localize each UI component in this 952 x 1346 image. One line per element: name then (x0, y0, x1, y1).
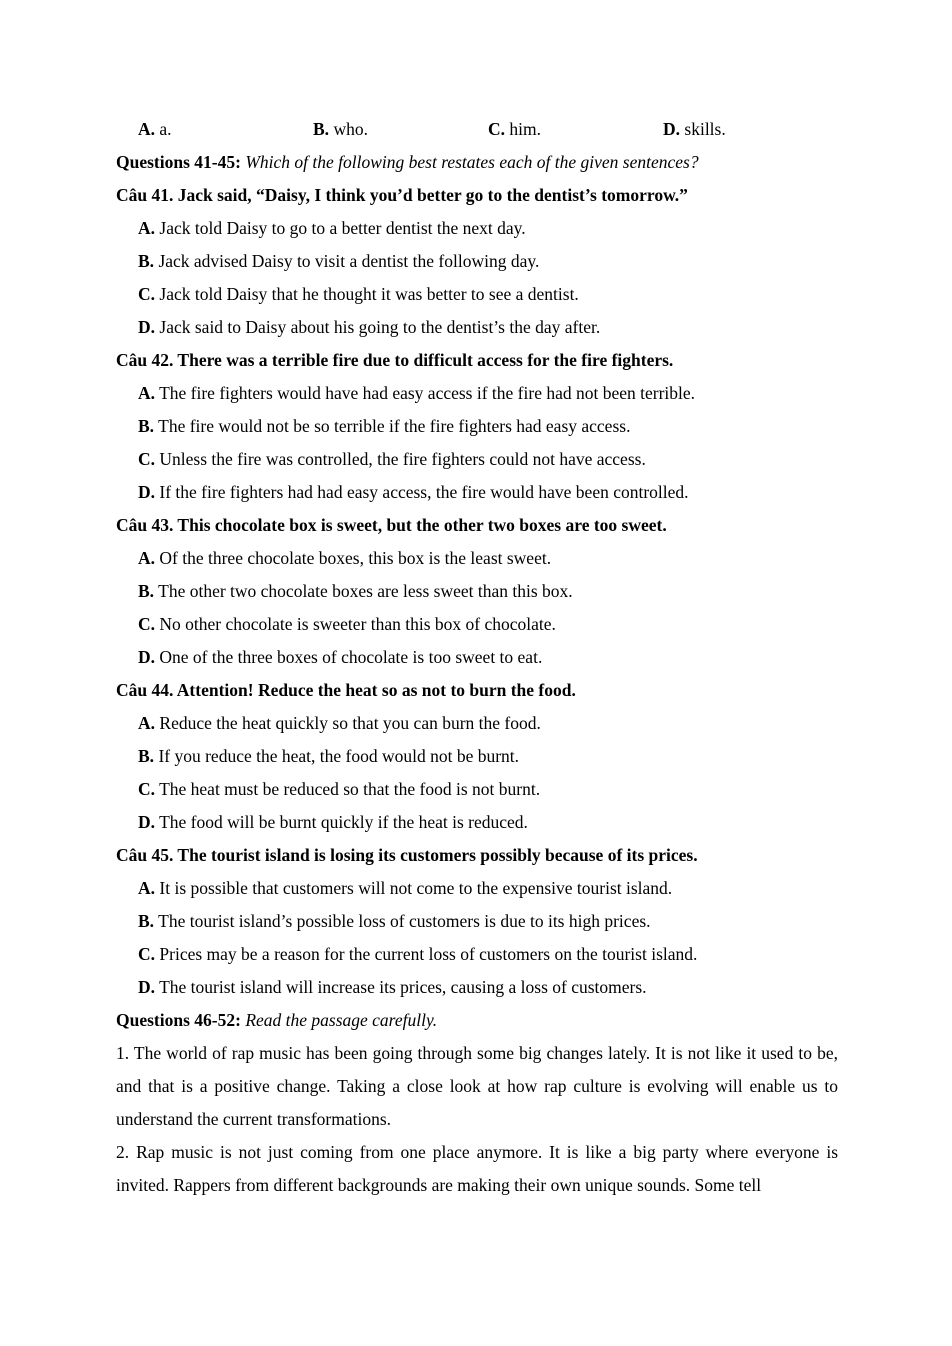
answer-option: B. If you reduce the heat, the food would not be burnt. (138, 746, 520, 766)
section-heading: Questions 41-45: Which of the following best restates each of the given sentences? (116, 152, 699, 172)
answer-option: C. Unless the fire was controlled, the fire fighters could not have access. (138, 449, 646, 469)
option-c: C. him. (488, 119, 541, 139)
page-content (116, 113, 838, 1202)
answer-option: C. No other chocolate is sweeter than this box of chocolate. (138, 614, 556, 634)
answer-option: C. The heat must be reduced so that the food is not burnt. (138, 779, 541, 799)
option-b: B. who. (313, 119, 368, 139)
answer-option: B. Jack advised Daisy to visit a dentist the following day. (138, 251, 540, 271)
passage-paragraph: 2. Rap music is not just coming from one place anymore. It is like a big party where everyone is invited. Rappers from different backgrounds are making their own unique sounds. Some tell (116, 1142, 838, 1195)
previous-question-options (116, 113, 838, 146)
option-a: A. a. (138, 119, 172, 139)
question-prompt: Câu 43. This chocolate box is sweet, but the other two boxes are too sweet. (116, 515, 667, 535)
answer-option: A. Jack told Daisy to go to a better dentist the next day. (138, 218, 526, 238)
answer-option: D. Jack said to Daisy about his going to the dentist’s the day after. (138, 317, 601, 337)
passage-paragraph: 1. The world of rap music has been going through some big changes lately. It is not like it used to be, and that is a positive change. Taking a close look at how rap culture is evolving will enable us to understand the current transformations. (116, 1043, 838, 1129)
answer-option: D. The tourist island will increase its prices, causing a loss of customers. (138, 977, 647, 997)
question-prompt: Câu 44. Attention! Reduce the heat so as not to burn the food. (116, 680, 576, 700)
question-prompt: Câu 45. The tourist island is losing its customers possibly because of its prices. (116, 845, 698, 865)
answer-option: A. It is possible that customers will not come to the expensive tourist island. (138, 878, 673, 898)
answer-option: A. Reduce the heat quickly so that you can burn the food. (138, 713, 541, 733)
question-prompt: Câu 42. There was a terrible fire due to difficult access for the fire fighters. (116, 350, 674, 370)
answer-option: B. The tourist island’s possible loss of customers is due to its high prices. (138, 911, 651, 931)
question-prompt: Câu 41. Jack said, “Daisy, I think you’d better go to the dentist’s tomorrow.” (116, 185, 688, 205)
answer-option: B. The other two chocolate boxes are less sweet than this box. (138, 581, 573, 601)
answer-option: B. The fire would not be so terrible if the fire fighters had easy access. (138, 416, 631, 436)
answer-option: D. If the fire fighters had had easy access, the fire would have been controlled. (138, 482, 689, 502)
answer-option: A. The fire fighters would have had easy access if the fire had not been terrible. (138, 383, 696, 403)
answer-option: D. The food will be burnt quickly if the heat is reduced. (138, 812, 528, 832)
option-d: D. skills. (663, 119, 726, 139)
answer-option: A. Of the three chocolate boxes, this box is the least sweet. (138, 548, 552, 568)
section-heading: Questions 46-52: Read the passage carefully. (116, 1010, 438, 1030)
answer-option: C. Jack told Daisy that he thought it was better to see a dentist. (138, 284, 579, 304)
answer-option: D. One of the three boxes of chocolate is too sweet to eat. (138, 647, 543, 667)
answer-option: C. Prices may be a reason for the current loss of customers on the tourist island. (138, 944, 698, 964)
